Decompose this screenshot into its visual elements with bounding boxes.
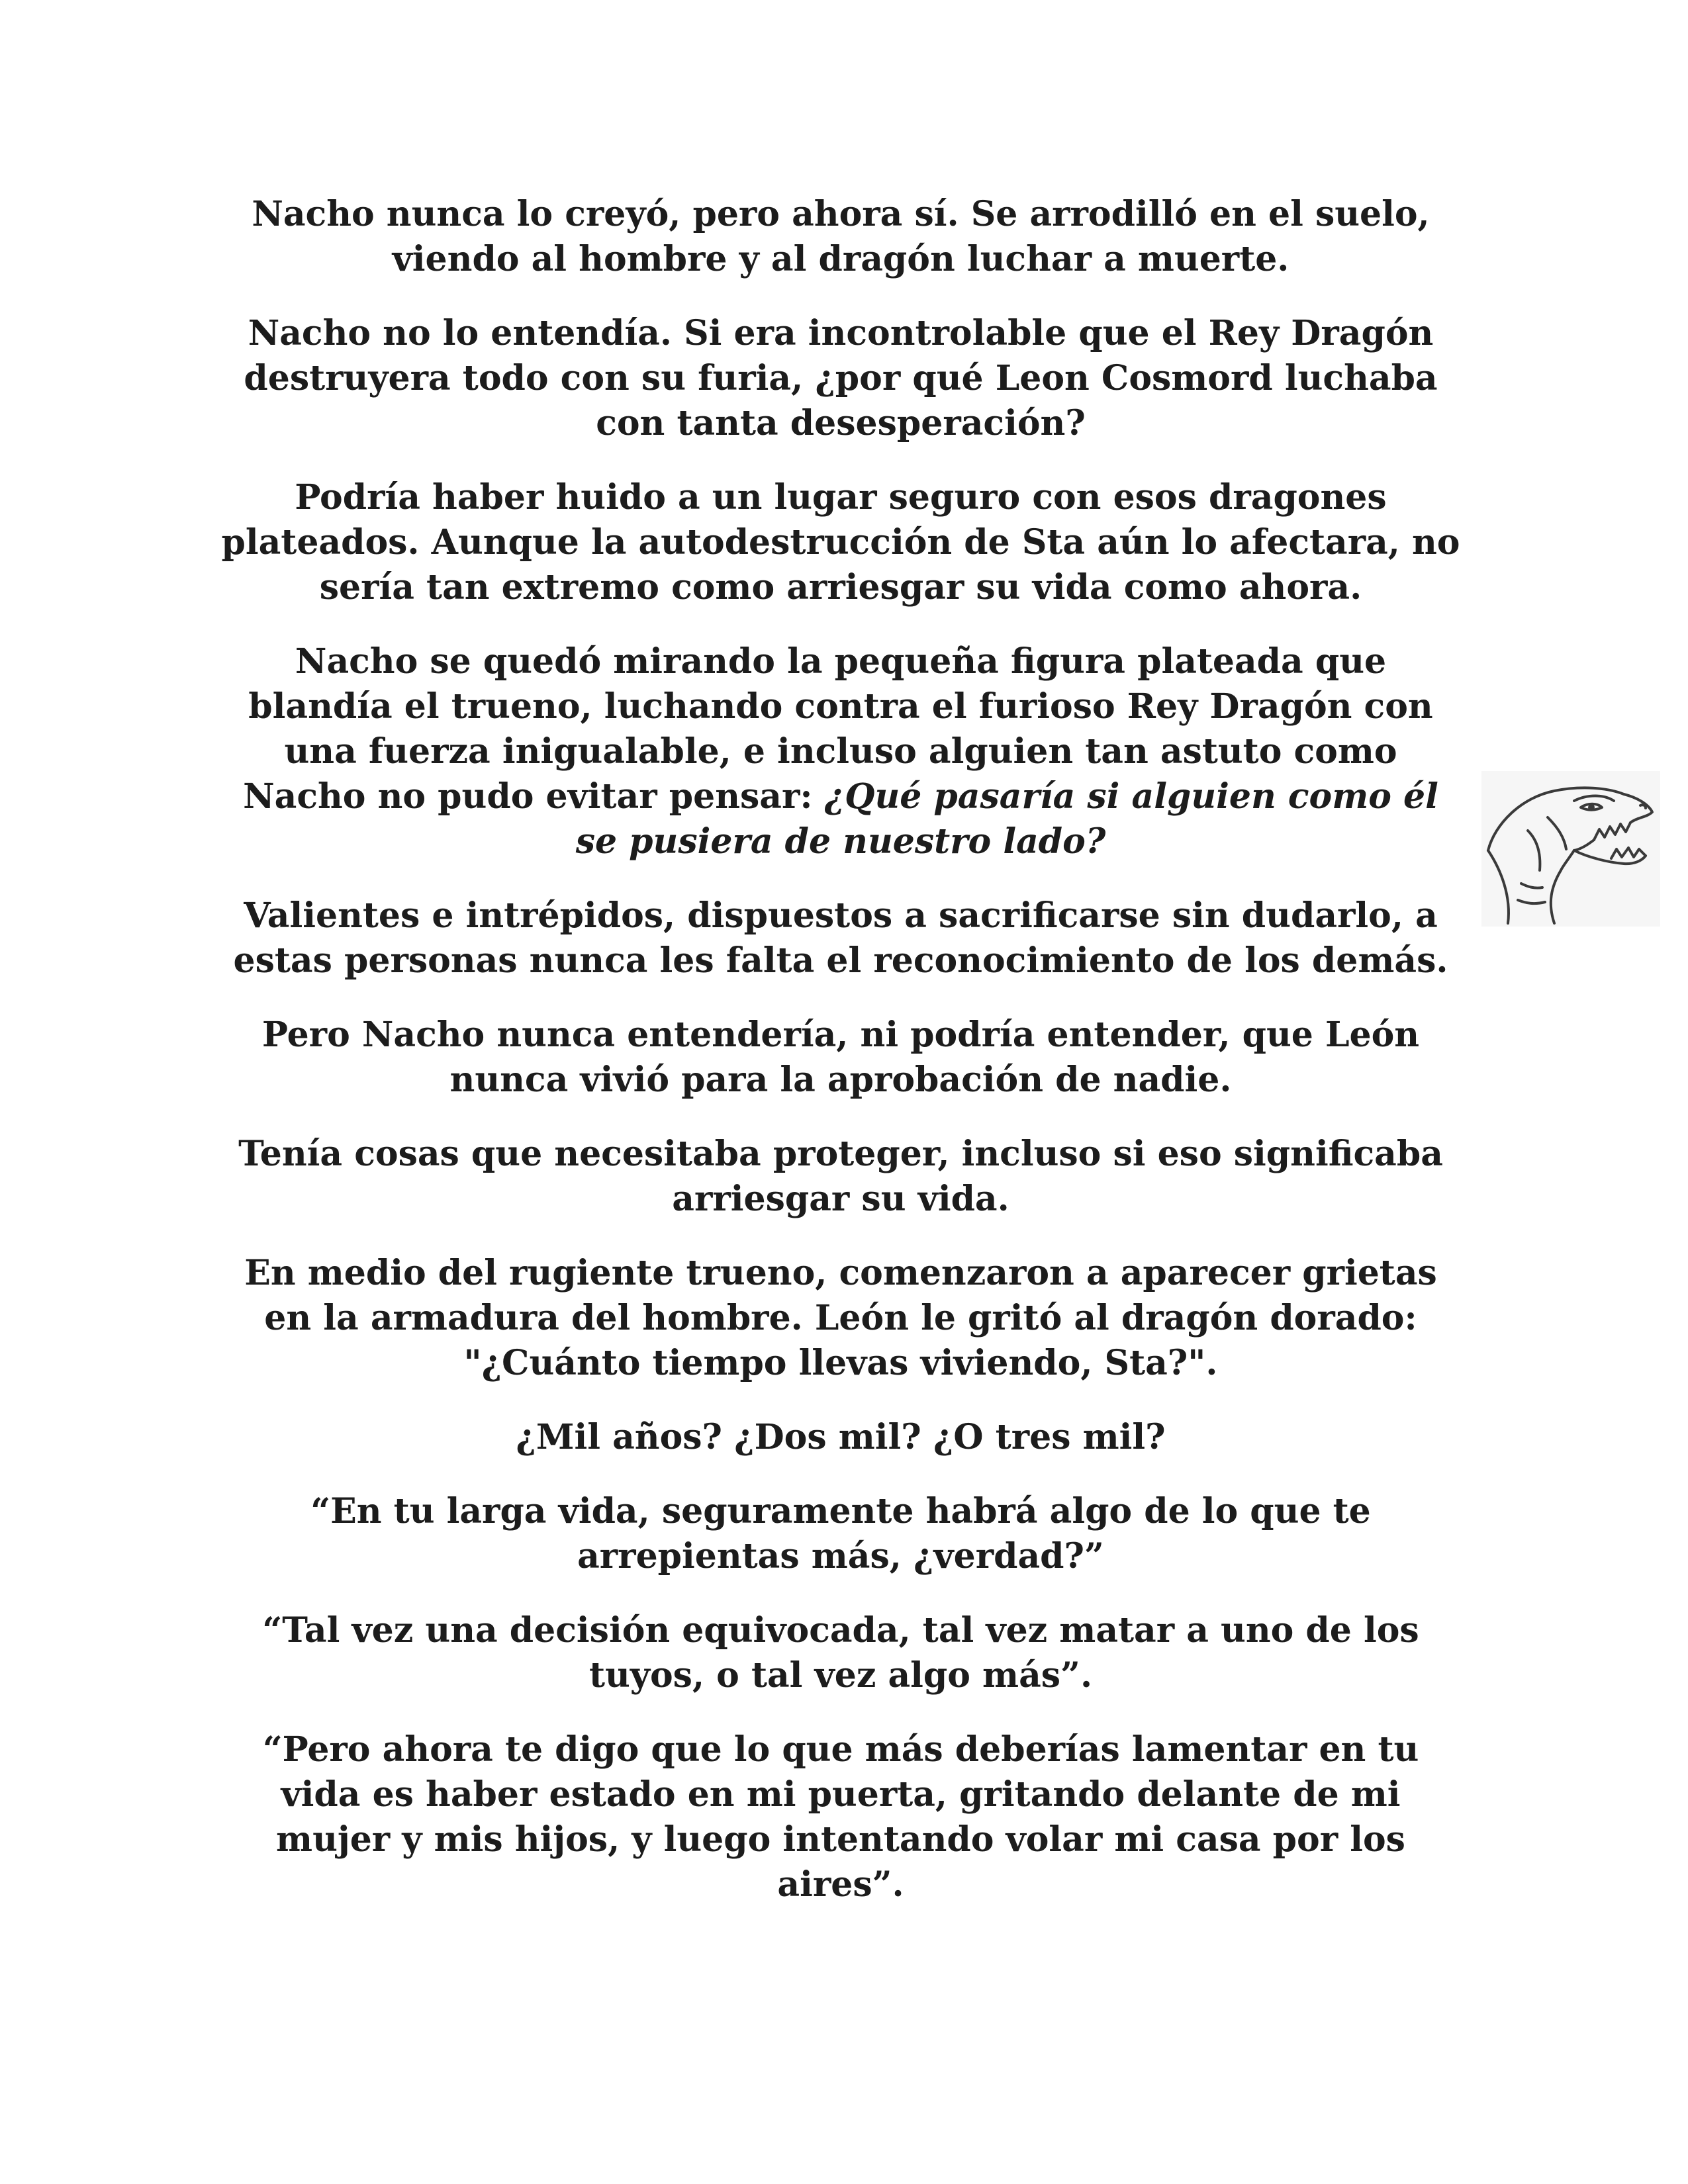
paragraph-9: ¿Mil años? ¿Dos mil? ¿O tres mil?	[516, 1417, 1166, 1457]
paragraph-12: “Pero ahora te digo que lo que más deberías lamentar en tu vida es haber estado en mi puerta, gritando delante de mi mujer y mis hijos, y luego intentando volar mi casa por los aires”.	[262, 1729, 1419, 1905]
story-text	[218, 192, 1463, 1936]
paragraph-7: Tenía cosas que necesitaba proteger, incluso si eso significaba arriesgar su vida.	[238, 1134, 1443, 1219]
paragraph-3: Podría haber huido a un lugar seguro con esos dragones plateados. Aunque la autodestrucción de Sta aún lo afectara, no sería tan extremo como arriesgar su vida como ahora.	[221, 477, 1460, 608]
paragraph-4-italic-thought: ¿Qué pasaría si alguien como él se pusiera de nuestro lado?	[575, 776, 1438, 862]
paragraph-2: Nacho no lo entendía. Si era incontrolable que el Rey Dragón destruyera todo con su furia, ¿por qué Leon Cosmord luchaba con tanta desesperación?	[244, 313, 1438, 443]
paragraph-1: Nacho nunca lo creyó, pero ahora sí. Se arrodilló en el suelo, viendo al hombre y al dragón luchar a muerte.	[252, 194, 1430, 279]
dragon-head-sketch-icon	[1481, 771, 1660, 927]
paragraph-8: En medio del rugiente trueno, comenzaron a aparecer grietas en la armadura del hombre. León le gritó al dragón dorado: "¿Cuánto tiempo llevas viviendo, Sta?".	[244, 1253, 1437, 1383]
paragraph-6: Pero Nacho nunca entendería, ni podría entender, que León nunca vivió para la aprobación de nadie.	[261, 1015, 1420, 1100]
paragraph-4	[218, 639, 1463, 864]
paragraph-4-text: Nacho se quedó mirando la pequeña figura plateada que blandía el trueno, luchando contra el furioso Rey Dragón con una fuerza inigualable, e incluso alguien tan astuto como Nacho no pudo evitar pensar:	[243, 641, 1433, 817]
paragraph-11: “Tal vez una decisión equivocada, tal vez matar a uno de los tuyos, o tal vez algo más”.	[262, 1610, 1419, 1696]
paragraph-5: Valientes e intrépidos, dispuestos a sacrificarse sin dudarlo, a estas personas nunca les falta el reconocimiento de los demás.	[233, 895, 1448, 981]
paragraph-10: “En tu larga vida, seguramente habrá algo de lo que te arrepientas más, ¿verdad?”	[310, 1491, 1371, 1576]
